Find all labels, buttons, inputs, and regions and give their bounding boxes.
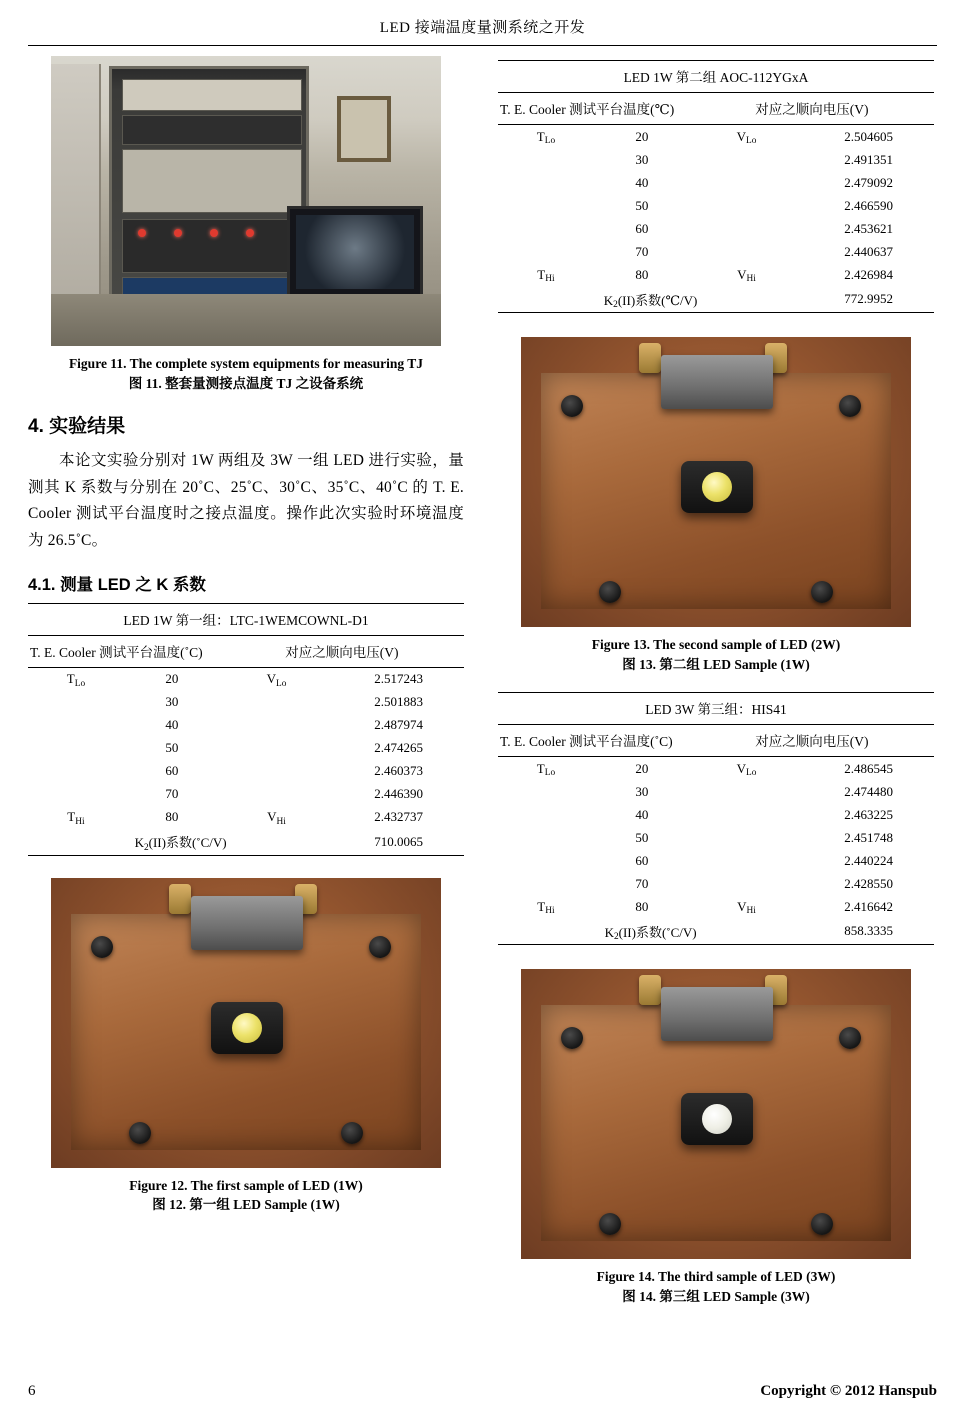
table1-volt-5: 2.446390 [374,786,423,802]
table2-temp-2: 40 [635,174,649,190]
table3-spacer [690,780,803,803]
table2-title: LED 1W 第二组 AOC-112YGxA [498,61,934,93]
table1-temp-1: 30 [165,694,179,710]
figure-14-caption-cn: 图 14. 第三组 LED Sample (3W) [622,1288,810,1304]
table2-header-row [498,93,934,125]
table2-spacer [498,194,594,217]
table1-header-voltage: 对应之顺向电压(V) [220,635,464,667]
led-dome [702,472,732,502]
figure-13-caption [498,635,934,674]
table2-spacer [498,217,594,240]
table2-temp-4: 60 [635,220,649,236]
table3-spacer [690,849,803,872]
table3-spacer [690,872,803,895]
figure-13-caption-en: Figure 13. The second sample of LED (2W) [591,637,841,652]
table2-spacer [690,194,803,217]
table-row [498,194,934,217]
figure-12-caption-cn: 图 12. 第一组 LED Sample (1W) [152,1197,340,1213]
table1-header-temp: T. E. Cooler 测试平台温度(˚C) [28,635,220,667]
table-row [498,148,934,171]
table-row [498,240,934,263]
table2-label-tlo: $T_{Lo}$ [536,128,556,147]
table-row [498,125,934,149]
table1-spacer [28,760,124,783]
table3-temp-5: 70 [635,875,649,891]
indicator-led [246,229,254,237]
figure-12-caption [28,1176,464,1215]
table2-header-temp: T. E. Cooler 测试平台温度(℃) [498,93,690,125]
table2-volt-6: 2.426984 [844,266,893,282]
table1-header-row [28,635,464,667]
table2-volt-0: 2.504605 [844,128,893,144]
table2-temp-0: 20 [635,128,649,144]
indicator-led [210,229,218,237]
figure-12-photo [51,878,441,1168]
table3-header-voltage: 对应之顺向电压(V) [690,725,934,757]
figure-12 [28,878,464,1215]
indicator-led [138,229,146,237]
table2-label-thi: $T_{Hi}$ [537,266,555,285]
table-row [28,783,464,806]
mounting-screw [561,1027,583,1049]
right-column [498,56,934,1312]
table2-k-value: 772.9952 [803,286,934,313]
table3-label-thi: $T_{Hi}$ [537,898,555,917]
table2-k-row [498,286,934,313]
mounting-screw [561,395,583,417]
table3-title: LED 3W 第三组：HIS41 [498,693,934,725]
table-row [28,714,464,737]
mounting-screw [341,1122,363,1144]
table1-title: LED 1W 第一组：LTC-1WEMCOWNL-D1 [28,603,464,635]
table2-spacer [690,148,803,171]
table1-k-label: $K_2(II)$系数(˚C/V) [28,829,333,856]
mounting-screw [129,1122,151,1144]
table3-spacer [498,803,594,826]
table1-k-value: 710.0065 [333,829,464,856]
table-row [498,895,934,918]
running-head: LED 接端温度量测系统之开发 [379,20,586,36]
table1-temp-3: 50 [165,740,179,756]
table1-spacer [28,737,124,760]
table1-volt-0: 2.517243 [374,671,423,687]
table3-spacer [690,826,803,849]
figure-12-caption-en: Figure 12. The first sample of LED (1W) [129,1177,363,1193]
table1-volt-3: 2.474265 [374,740,423,756]
rack-panel-middle [122,149,302,213]
table3-header-temp: T. E. Cooler 测试平台温度(˚C) [498,725,690,757]
metal-block [661,355,773,409]
led-sample [681,1093,753,1145]
table-row [498,780,934,803]
table2-title-row [498,61,934,93]
figure-13-caption-cn: 图 13. 第二组 LED Sample (1W) [622,656,810,672]
metal-block [661,987,773,1041]
table2-volt-5: 2.440637 [844,243,893,259]
led-dome [232,1013,262,1043]
table1-k-row [28,829,464,856]
rack-panel-display [122,115,302,145]
metal-block [191,896,303,950]
section-4-1-heading: 4.1. 测量 LED 之 K 系数 [28,575,206,594]
computer-monitor [287,206,423,298]
table3-label-vhi: $V_{Hi}$ [737,898,756,917]
table3-spacer [498,826,594,849]
table1-volt-1: 2.501883 [374,694,423,710]
table3-volt-5: 2.428550 [844,875,893,891]
table-led-3w-group3 [498,692,934,945]
table2-volt-2: 2.479092 [844,174,893,190]
table-row [498,171,934,194]
figure-14-caption-en: Figure 14. The third sample of LED (3W) [596,1269,836,1285]
table3-k-label: $K_2(II)$系数(˚C/V) [498,918,803,945]
rack-panel-top [122,79,302,111]
figure-13-photo [521,337,911,627]
mounting-screw [599,581,621,603]
table3-temp-0: 20 [635,760,649,776]
mounting-screw [811,1213,833,1235]
table-row [28,691,464,714]
table-row [28,806,464,829]
table1-temp-2: 40 [165,717,179,733]
table2-temp-6: 80 [635,266,649,282]
lab-door [51,64,101,314]
figure-11-caption-cn: 图 11. 整套量测接点温度 TJ 之设备系统 [128,375,364,391]
table1-volt-6: 2.432737 [374,809,423,825]
figure-11-caption [28,354,464,393]
table2-spacer [498,171,594,194]
figure-11-caption-en: Figure 11. The complete system equipments for measuring TJ [68,356,424,371]
table3-spacer [690,803,803,826]
table-row [498,217,934,240]
table3-volt-6: 2.416642 [844,898,893,914]
terminal-post-left [639,975,661,1005]
header-rule [28,45,937,46]
table3-spacer [498,780,594,803]
terminal-post-left [169,884,191,914]
two-column-body [28,56,937,1312]
table3-label-vlo: $V_{Lo}$ [736,760,757,779]
led-sample [211,1002,283,1054]
mounting-screw [91,936,113,958]
section-4-paragraph: 本论文实验分别对 1W 两组及 3W 一组 LED 进行实验，量测其 K 系数与分别在 20˚C、25˚C、30˚C、35˚C、40˚C 的 T. E. Cooler 测试平台温度时之接点温度。操作此次实验时环境温度为 26.5˚C。 [28,452,464,550]
table2-spacer [498,148,594,171]
table3-temp-2: 40 [635,806,649,822]
figure-11 [28,56,464,393]
table3-header-row [498,725,934,757]
table3-title-row [498,693,934,725]
table1-spacer [220,737,333,760]
table-row [498,826,934,849]
table2-spacer [498,240,594,263]
table1-spacer [28,714,124,737]
mounting-screw [599,1213,621,1235]
figure-14-photo [521,969,911,1259]
page-number: 6 [28,1383,36,1399]
table2-header-voltage: 对应之顺向电压(V) [690,93,934,125]
mounting-screw [369,936,391,958]
table1-label-vlo: $V_{Lo}$ [266,671,287,689]
figure-14-caption [498,1267,934,1306]
table2-volt-1: 2.491351 [844,151,893,167]
table-row [498,803,934,826]
table2-temp-1: 30 [635,151,649,167]
table-row [28,667,464,691]
table3-temp-3: 50 [635,829,649,845]
indicator-led [174,229,182,237]
table1-label-thi: $T_{Hi}$ [67,809,85,827]
figure-11-photo [51,56,441,346]
table-row [498,872,934,895]
table3-volt-4: 2.440224 [844,852,893,868]
table1-volt-4: 2.460373 [374,763,423,779]
table1-spacer [28,691,124,714]
table-row [498,263,934,286]
table-led-1w-group2 [498,60,934,313]
table3-spacer [498,872,594,895]
table1-label-vhi: $V_{Hi}$ [267,809,286,827]
table3-volt-1: 2.474480 [844,783,893,799]
led-dome [702,1104,732,1134]
table2-volt-4: 2.453621 [844,220,893,236]
copyright-notice: Copyright © 2012 Hanspub [760,1383,937,1399]
table2-temp-3: 50 [635,197,649,213]
rack-panel-dark [122,219,302,273]
table1-spacer [28,783,124,806]
page-footer [28,1383,937,1400]
table3-volt-2: 2.463225 [844,806,893,822]
mounting-screw [811,581,833,603]
table1-temp-0: 20 [165,671,179,687]
table2-label-vhi: $V_{Hi}$ [737,266,756,285]
table-row [28,737,464,760]
section-4-heading: 4. 实验结果 [28,416,126,438]
table1-title-row [28,603,464,635]
table2-spacer [690,240,803,263]
table-led-1w-group1 [28,603,464,856]
table2-volt-3: 2.466590 [844,197,893,213]
table1-spacer [220,691,333,714]
led-sample [681,461,753,513]
table3-volt-3: 2.451748 [844,829,893,845]
table3-k-row [498,918,934,945]
table3-temp-4: 60 [635,852,649,868]
table3-temp-6: 80 [635,898,649,914]
table2-spacer [690,171,803,194]
figure-14 [498,969,934,1306]
table1-spacer [220,783,333,806]
table2-temp-5: 70 [635,243,649,259]
lab-bench [51,294,441,346]
table2-k-label: $K_2(II)$系数(℃/V) [498,286,803,313]
table-row [498,757,934,781]
table-row [28,760,464,783]
table1-temp-5: 70 [165,786,179,802]
table1-spacer [220,760,333,783]
table1-temp-6: 80 [165,809,179,825]
table3-temp-1: 30 [635,783,649,799]
table3-volt-0: 2.486545 [844,760,893,776]
table3-label-tlo: $T_{Lo}$ [536,760,556,779]
table2-spacer [690,217,803,240]
mounting-screw [839,1027,861,1049]
left-column [28,56,464,1221]
monitor-screen [296,215,414,289]
table1-label-tlo: $T_{Lo}$ [66,671,86,689]
table3-k-value: 858.3335 [803,918,934,945]
table1-spacer [220,714,333,737]
table-row [498,849,934,872]
table1-volt-2: 2.487974 [374,717,423,733]
mounting-screw [839,395,861,417]
wall-picture [337,96,391,162]
table2-label-vlo: $V_{Lo}$ [736,128,757,147]
terminal-post-left [639,343,661,373]
figure-13 [498,337,934,674]
table3-spacer [498,849,594,872]
table1-temp-4: 60 [165,763,179,779]
